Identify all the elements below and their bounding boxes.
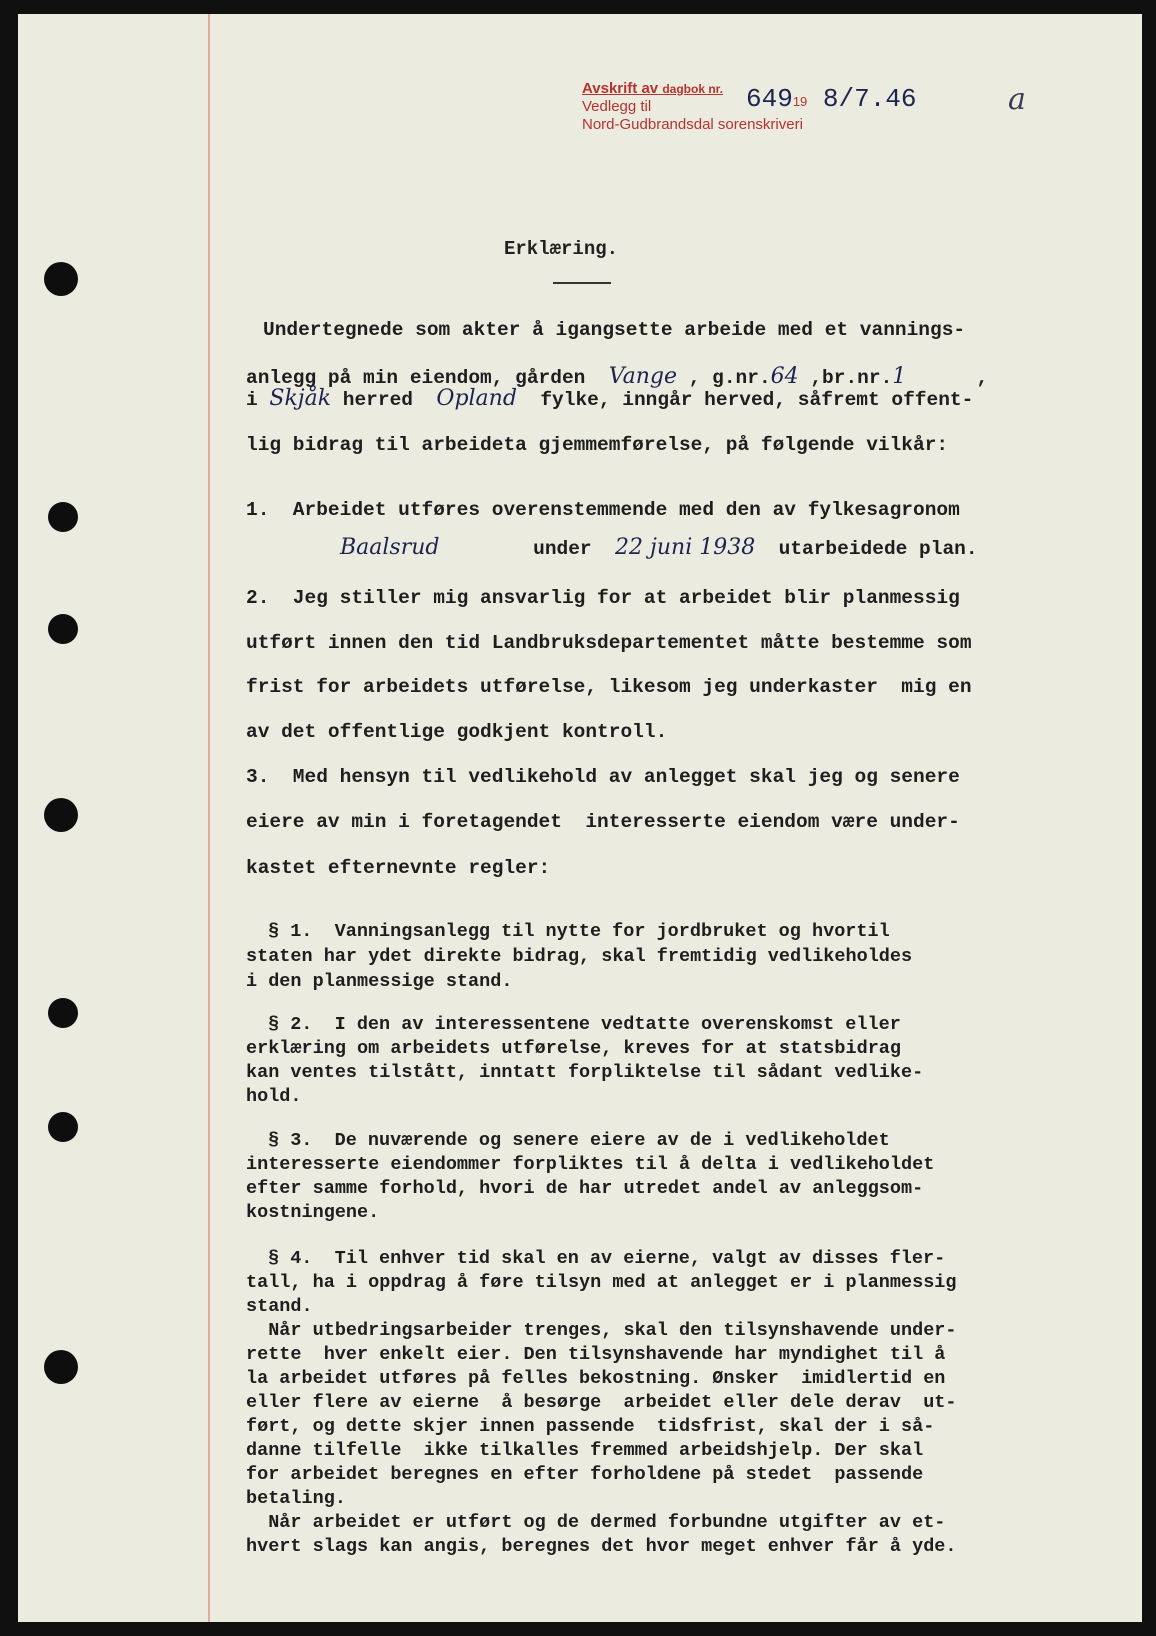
item-line: av det offentlige godkjent kontroll. xyxy=(246,721,668,743)
handwritten-herred: Skjåk xyxy=(269,386,332,411)
handwritten-plan-date: 22 juni 1938 xyxy=(615,535,756,560)
stamp-line-1: Avskrift av xyxy=(582,80,659,97)
rule-line: erklæring om arbeidets utførelse, kreves for at statsbidrag xyxy=(246,1038,902,1059)
rule-line: Når utbedringsarbeider trenges, skal den tilsynshavende under- xyxy=(246,1320,957,1341)
rule-line: la arbeidet utføres på felles bekostning. Ønsker imidlertid en xyxy=(246,1368,946,1389)
rule-line: § 3. De nuværende og senere eiere av de i vedlikeholdet xyxy=(268,1130,890,1151)
rule-line: stand. xyxy=(246,1296,313,1317)
rule-line: § 2. I den av interessentene vedtatte overenskomst eller xyxy=(268,1014,901,1035)
rule-line: Når arbeidet er utført og de dermed forbundne utgifter av et- xyxy=(246,1512,946,1533)
intro-text: anlegg på min eiendom, gården xyxy=(246,367,586,389)
rule-line: § 4. Til enhver tid skal en av eierne, valgt av disses fler- xyxy=(268,1248,946,1269)
rule-line: staten har ydet direkte bidrag, skal fremtidig vedlikeholdes xyxy=(246,946,913,967)
document-page xyxy=(18,14,1142,1622)
intro-line: lig bidrag til arbeideta gjemmemførelse, på følgende vilkår: xyxy=(246,434,949,456)
handwritten-bnr: 1 xyxy=(892,364,907,389)
item-line xyxy=(340,535,978,560)
rule-line: for arbeidet beregnes en efter forholdene på stedet passende xyxy=(246,1464,924,1485)
punch-hole xyxy=(44,798,78,832)
punch-hole xyxy=(44,262,78,296)
item-line: 1. Arbeidet utføres overenstemmende med den av fylkesagronom xyxy=(246,499,960,521)
handwritten-gnr: 64 xyxy=(770,364,799,389)
rule-line: kostningene. xyxy=(246,1202,380,1223)
rule-line: efter samme forhold, hvori de har utredet andel av anleggsom- xyxy=(246,1178,924,1199)
punch-hole xyxy=(48,614,78,644)
page-title: Erklæring. xyxy=(504,238,619,260)
intro-text: , xyxy=(976,367,989,389)
item-line: kastet efternevnte regler: xyxy=(246,857,551,879)
rule-line: ført, og dette skjer innen passende tidsfrist, skal der i så- xyxy=(246,1416,935,1437)
intro-text: herred xyxy=(342,389,413,411)
item-line: eiere av min i foretagendet interesserte eiendom være under- xyxy=(246,811,960,833)
intro-line xyxy=(246,386,973,411)
rule-line: hvert slags kan angis, beregnes det hvor meget enhver får å yde. xyxy=(246,1536,957,1557)
item-line: utført innen den tid Landbruksdepartementet måtte bestemme som xyxy=(246,632,972,654)
punch-hole xyxy=(48,1112,78,1142)
punch-hole xyxy=(44,1350,78,1384)
intro-text: fylke, inngår herved, såfremt offent- xyxy=(540,389,974,411)
stamp-handwriting xyxy=(746,84,917,114)
punch-hole xyxy=(48,502,78,532)
stamp-year-suffix: 19 xyxy=(792,94,808,109)
rule-line: betaling. xyxy=(246,1488,346,1509)
margin-line xyxy=(208,14,210,1622)
rule-line: danne tilfelle ikke tilkalles fremmed arbeidshjelp. Der skal xyxy=(246,1440,924,1461)
punch-hole xyxy=(48,998,78,1028)
intro-text: i xyxy=(246,389,258,411)
rule-line: i den planmessige stand. xyxy=(246,971,513,992)
rule-line: eller flere av eierne å besørge arbeidet eller dele derav ut- xyxy=(246,1392,957,1413)
title-underline xyxy=(553,282,611,284)
item-line: 3. Med hensyn til vedlikehold av anlegget skal jeg og senere xyxy=(246,766,960,788)
rule-line: tall, ha i oppdrag å føre tilsyn med at anlegget er i planmessig xyxy=(246,1272,957,1293)
stamp-line-3: Nord-Gudbrandsdal sorenskriveri xyxy=(582,116,803,133)
item-line: frist for arbeidets utførelse, likesom jeg underkaster mig en xyxy=(246,676,972,698)
item-text: under xyxy=(533,538,592,560)
handwritten-fylke: Opland xyxy=(436,386,517,411)
item-text: utarbeidede plan. xyxy=(778,538,978,560)
rule-line: rette hver enkelt eier. Den tilsynshavende har myndighet til å xyxy=(246,1344,946,1365)
item-line: 2. Jeg stiller mig ansvarlig for at arbeidet blir planmessig xyxy=(246,587,960,609)
corner-mark: a xyxy=(1008,82,1026,117)
intro-line: Undertegnede som akter å igangsette arbeide med et vannings- xyxy=(263,319,966,341)
stamp-line-2: Vedlegg til xyxy=(582,98,652,115)
rule-line: hold. xyxy=(246,1086,302,1107)
intro-text: ,br.nr. xyxy=(810,367,893,389)
intro-text: , g.nr. xyxy=(688,367,771,389)
rule-line: interesserte eiendommer forpliktes til å delta i vedlikeholdet xyxy=(246,1154,935,1175)
handwritten-number: 649 xyxy=(746,84,793,114)
rule-line: kan ventes tilstått, inntatt forpliktelse til sådant vedlike- xyxy=(246,1062,924,1083)
handwritten-agronom: Baalsrud xyxy=(340,535,440,560)
rule-line: § 1. Vanningsanlegg til nytte for jordbruket og hvortil xyxy=(268,921,890,942)
handwritten-date: 8/7.46 xyxy=(822,84,917,114)
stamp-dagbok-label: dagbok nr. xyxy=(662,82,724,96)
handwritten-farm: Vange xyxy=(608,364,678,389)
